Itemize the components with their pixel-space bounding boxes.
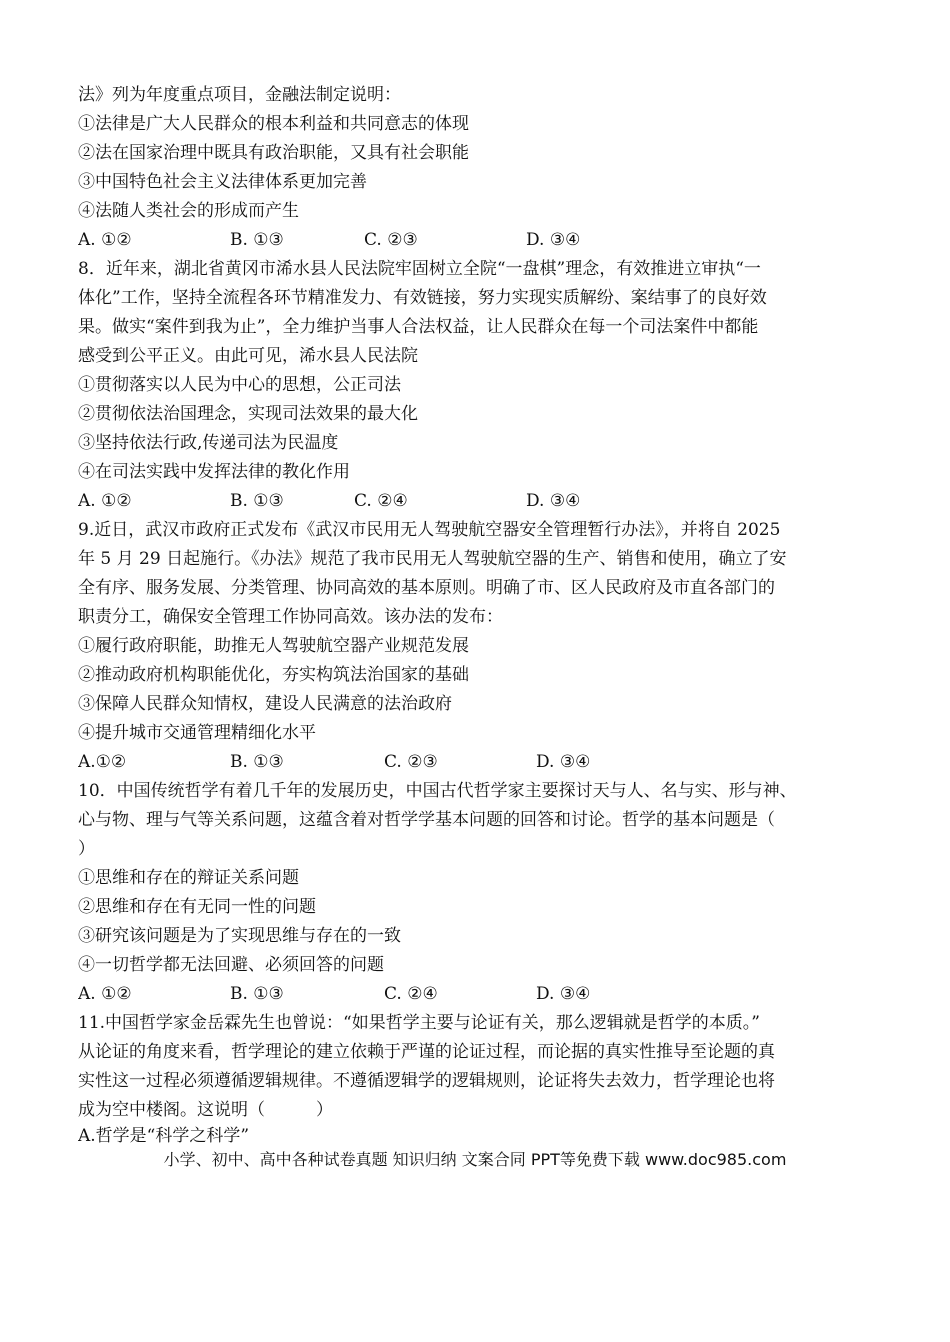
choice-b: B. ①③ [230, 491, 284, 511]
question-text: 实性这一过程必须遵循逻辑规律。不遵循逻辑学的逻辑规则，论证将失去效力，哲学理论也将 [78, 1071, 775, 1091]
answer-choices [78, 982, 878, 1006]
option-statement: ①履行政府职能，助推无人驾驶航空器产业规范发展 [78, 636, 469, 656]
option-statement: ③保障人民群众知情权，建设人民满意的法治政府 [78, 694, 452, 714]
question-text: 感受到公平正义。由此可见，浠水县人民法院 [78, 346, 418, 366]
option-statement: ③中国特色社会主义法律体系更加完善 [78, 172, 367, 192]
option-statement: ④法随人类社会的形成而产生 [78, 201, 299, 221]
option-statement: ①法律是广大人民群众的根本利益和共同意志的体现 [78, 114, 469, 134]
option-statement: ④一切哲学都无法回避、必须回答的问题 [78, 955, 384, 975]
choice-d: D. ③④ [526, 491, 581, 511]
question-text: 10．中国传统哲学有着几千年的发展历史，中国古代哲学家主要探讨天与人、名与实、形与神、 [78, 781, 797, 801]
choice-d: D. ③④ [536, 752, 591, 772]
question-text: ） [78, 839, 95, 859]
question-text: 职责分工，确保安全管理工作协同高效。该办法的发布： [78, 607, 503, 627]
option-statement: ①思维和存在的辩证关系问题 [78, 868, 299, 888]
question-text: 11.中国哲学家金岳霖先生也曾说：“如果哲学主要与论证有关，那么逻辑就是哲学的本质。” [78, 1013, 760, 1033]
answer-choice-a: A.哲学是“科学之科学” [78, 1126, 250, 1146]
choice-b: B. ①③ [230, 752, 284, 772]
answer-choices [78, 489, 878, 513]
choice-d: D. ③④ [536, 984, 591, 1004]
answer-choices [78, 750, 878, 774]
option-statement: ④在司法实践中发挥法律的教化作用 [78, 462, 350, 482]
choice-d: D. ③④ [526, 230, 581, 250]
option-statement: ③坚持依法行政,传递司法为民温度 [78, 433, 339, 453]
answer-choices [78, 228, 878, 252]
question-text: 从论证的角度来看，哲学理论的建立依赖于严谨的论证过程，而论据的真实性推导至论题的真 [78, 1042, 775, 1062]
choice-a: A. ①② [78, 491, 132, 511]
option-statement: ①贯彻落实以人民为中心的思想，公正司法 [78, 375, 401, 395]
option-statement: ②贯彻依法治国理念，实现司法效果的最大化 [78, 404, 418, 424]
choice-b: B. ①③ [230, 230, 284, 250]
option-statement: ②法在国家治理中既具有政治职能，又具有社会职能 [78, 143, 469, 163]
option-statement: ③研究该问题是为了实现思维与存在的一致 [78, 926, 401, 946]
question-text: 年 5 月 29 日起施行。《办法》规范了我市民用无人驾驶航空器的生产、销售和使用，确立了安 [78, 549, 787, 569]
choice-c: C. ②④ [384, 984, 438, 1004]
choice-c: C. ②③ [364, 230, 418, 250]
choice-c: C. ②③ [384, 752, 438, 772]
question-text: 全有序、服务发展、分类管理、协同高效的基本原则。明确了市、区人民政府及市直各部门的 [78, 578, 775, 598]
choice-c: C. ②④ [354, 491, 408, 511]
text-line: 法》列为年度重点项目，金融法制定说明： [78, 85, 401, 105]
choice-a: A. ①② [78, 984, 132, 1004]
option-statement: ②思维和存在有无同一性的问题 [78, 897, 316, 917]
question-text: 9.近日，武汉市政府正式发布《武汉市民用无人驾驶航空器安全管理暂行办法》，并将自 2025 [78, 520, 781, 540]
footer-watermark: 小学、初中、高中各种试卷真题 知识归纳 文案合同 PPT等免费下载 www.doc985.com [163, 1150, 787, 1169]
question-text: 成为空中楼阁。这说明（ ） [78, 1100, 333, 1120]
question-text: 体化”工作，坚持全流程各环节精准发力、有效链接，努力实现实质解纷、案结事了的良好效 [78, 288, 767, 308]
question-text: 心与物、理与气等关系问题，这蕴含着对哲学学基本问题的回答和讨论。哲学的基本问题是（ [78, 810, 775, 830]
choice-a: A. ①② [78, 230, 132, 250]
option-statement: ②推动政府机构职能优化，夯实构筑法治国家的基础 [78, 665, 469, 685]
choice-a: A.①② [78, 752, 127, 772]
question-text: 果。做实“案件到我为止”，全力维护当事人合法权益，让人民群众在每一个司法案件中都能 [78, 317, 759, 337]
choice-b: B. ①③ [230, 984, 284, 1004]
option-statement: ④提升城市交通管理精细化水平 [78, 723, 316, 743]
question-text: 8．近年来，湖北省黄冈市浠水县人民法院牢固树立全院“一盘棋”理念，有效推进立审执“一 [78, 259, 761, 279]
